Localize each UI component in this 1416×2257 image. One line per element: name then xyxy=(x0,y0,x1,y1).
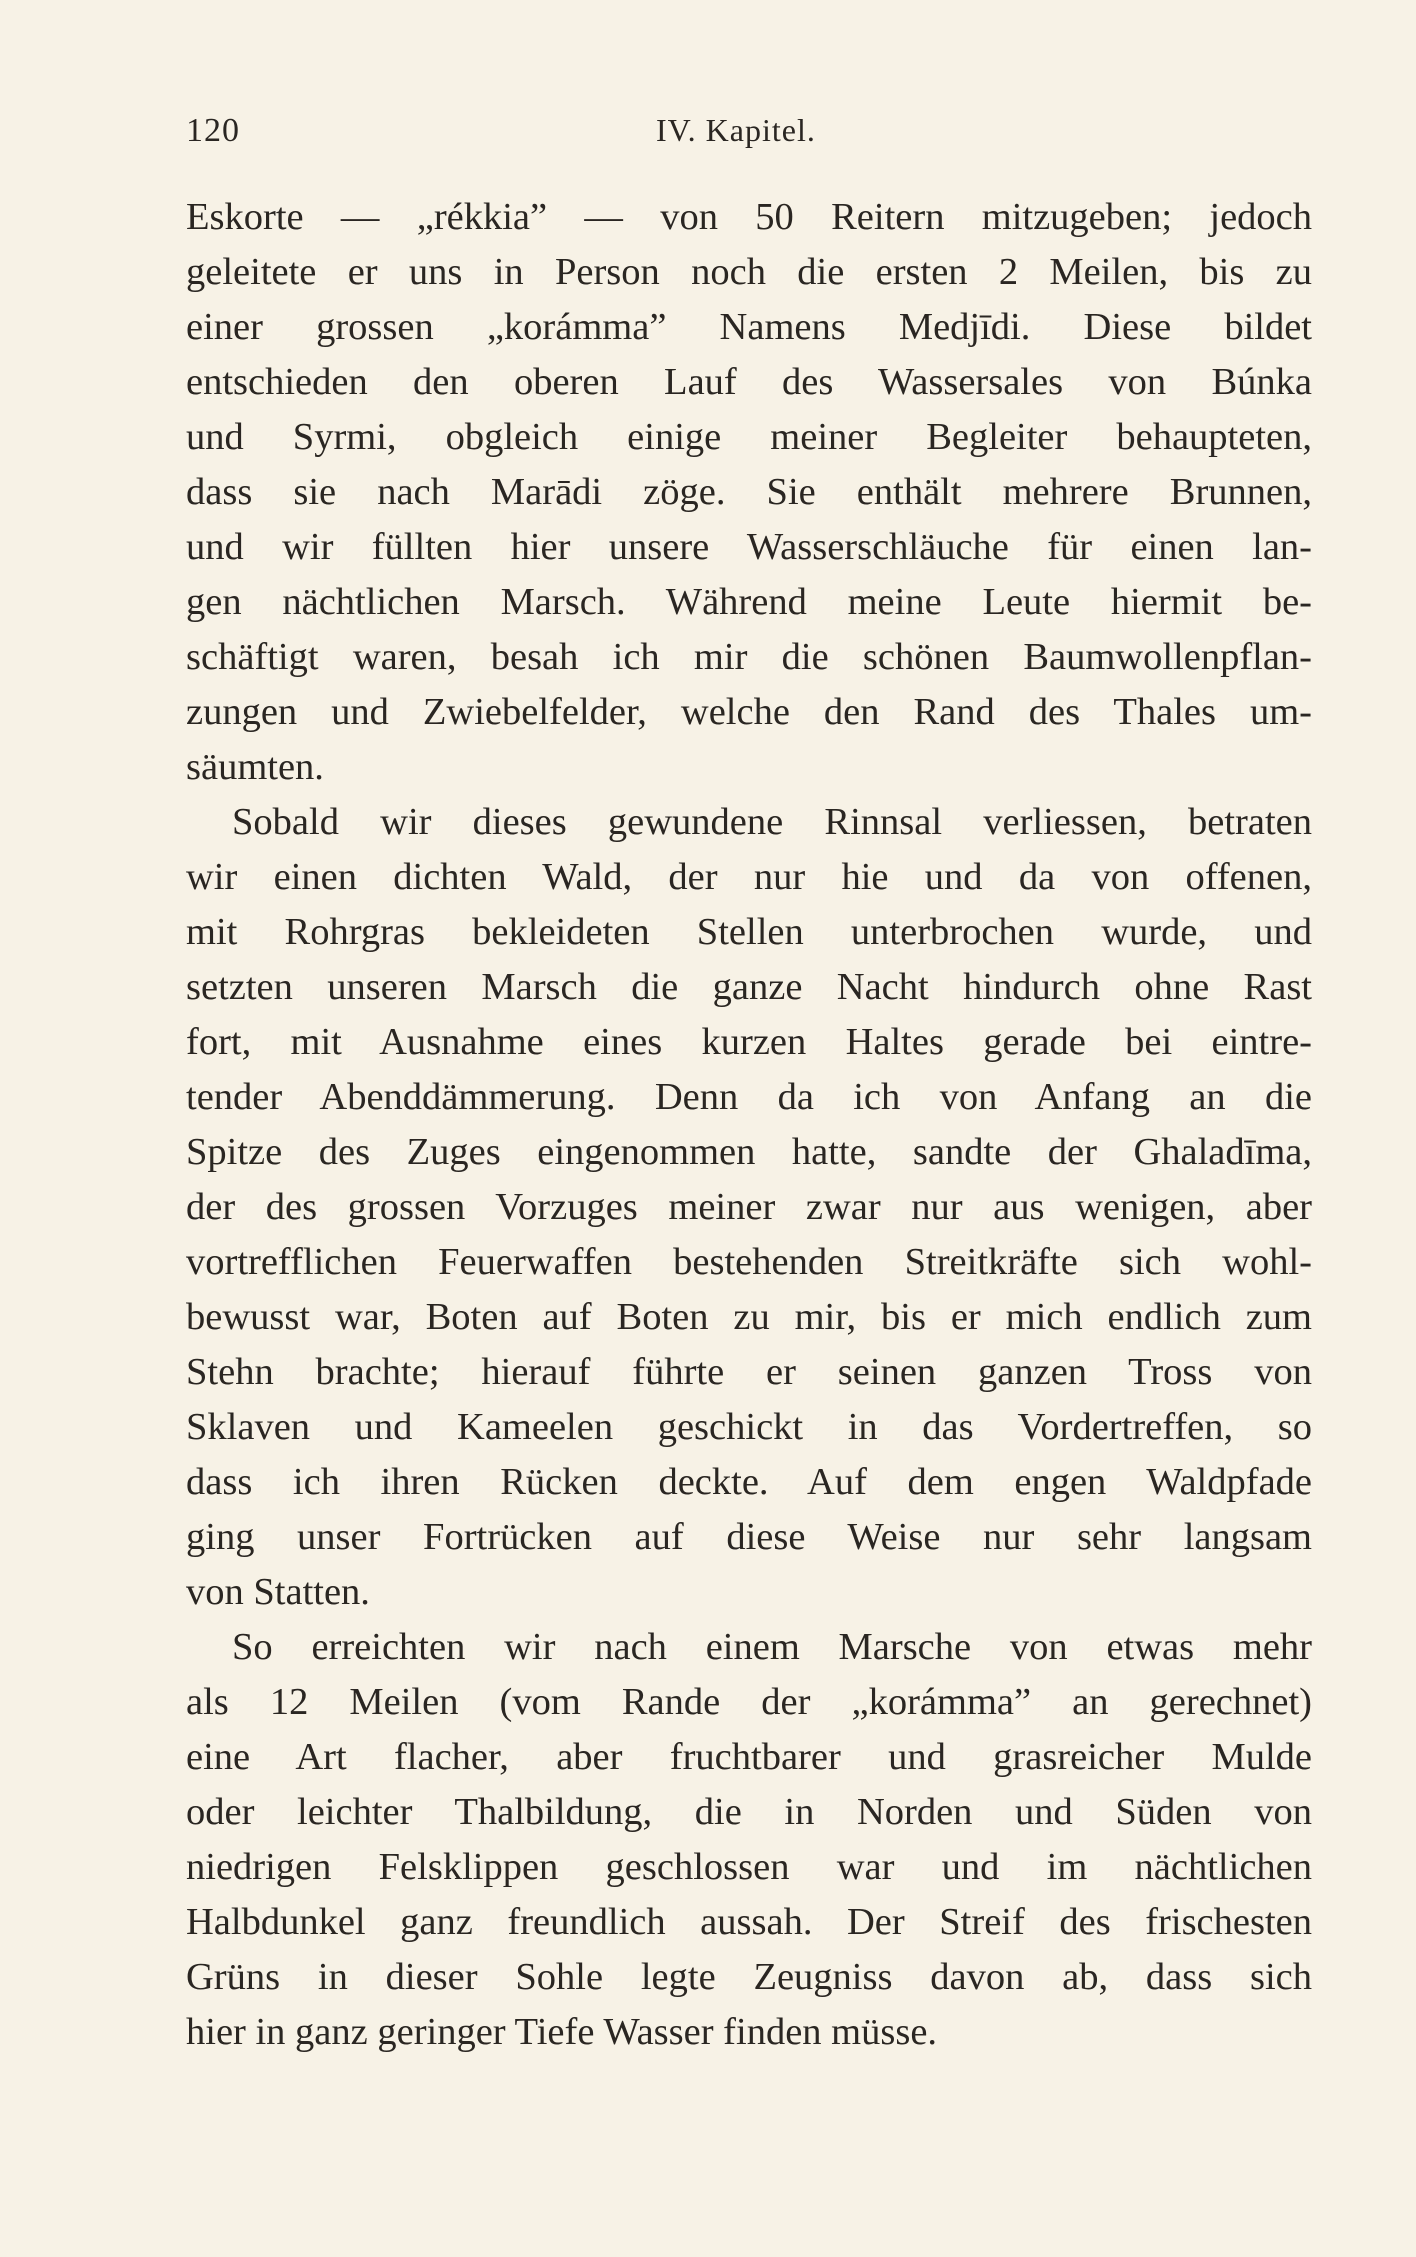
text-line: Stehn brachte; hierauf führte er seinen ganzen Tross von xyxy=(186,1351,1312,1393)
text-line: säumten. xyxy=(186,746,324,788)
text-line: gen nächtlichen Marsch. Während meine Leute hiermit be- xyxy=(186,581,1312,623)
text-line: ging unser Fortrücken auf diese Weise nur sehr langsam xyxy=(186,1516,1312,1558)
text-line: vortrefflichen Feuerwaffen bestehenden Streitkräfte sich wohl- xyxy=(186,1241,1312,1283)
text-line: eine Art flacher, aber fruchtbarer und grasreicher Mulde xyxy=(186,1736,1312,1778)
body-text xyxy=(186,190,1312,2060)
page-number: 120 xyxy=(186,112,240,149)
text-line: mit Rohrgras bekleideten Stellen unterbrochen wurde, und xyxy=(186,911,1312,953)
text-line: hier in ganz geringer Tiefe Wasser finden müsse. xyxy=(186,2011,938,2053)
text-line: Halbdunkel ganz freundlich aussah. Der Streif des frischesten xyxy=(186,1901,1312,1943)
text-line: entschieden den oberen Lauf des Wassersales von Búnka xyxy=(186,361,1312,403)
text-line: Sklaven und Kameelen geschickt in das Vordertreffen, so xyxy=(186,1406,1312,1448)
text-line: Grüns in dieser Sohle legte Zeugniss davon ab, dass sich xyxy=(186,1956,1312,1998)
page-header xyxy=(186,112,1312,162)
text-line: Sobald wir dieses gewundene Rinnsal verliessen, betraten xyxy=(232,801,1312,843)
paragraph-3 xyxy=(186,1620,1312,2060)
text-line: und wir füllten hier unsere Wasserschläuche für einen lan- xyxy=(186,526,1312,568)
text-line: wir einen dichten Wald, der nur hie und da von offenen, xyxy=(186,856,1312,898)
paragraph-1 xyxy=(186,190,1312,795)
text-line: fort, mit Ausnahme eines kurzen Haltes gerade bei eintre- xyxy=(186,1021,1312,1063)
text-line: oder leichter Thalbildung, die in Norden und Süden von xyxy=(186,1791,1312,1833)
text-line: Spitze des Zuges eingenommen hatte, sandte der Ghaladīma, xyxy=(186,1131,1312,1173)
text-line: So erreichten wir nach einem Marsche von etwas mehr xyxy=(232,1626,1312,1668)
text-line: und Syrmi, obgleich einige meiner Begleiter behaupteten, xyxy=(186,416,1312,458)
text-line: dass sie nach Marādi zöge. Sie enthält mehrere Brunnen, xyxy=(186,471,1312,513)
text-line: von Statten. xyxy=(186,1571,370,1613)
text-line: schäftigt waren, besah ich mir die schönen Baumwollenpflan- xyxy=(186,636,1312,678)
text-line: bewusst war, Boten auf Boten zu mir, bis er mich endlich zum xyxy=(186,1296,1312,1338)
text-line: setzten unseren Marsch die ganze Nacht hindurch ohne Rast xyxy=(186,966,1312,1008)
running-head: IV. Kapitel. xyxy=(656,112,816,148)
text-line: der des grossen Vorzuges meiner zwar nur aus wenigen, aber xyxy=(186,1186,1312,1228)
text-line: geleitete er uns in Person noch die ersten 2 Meilen, bis zu xyxy=(186,251,1312,293)
text-line: dass ich ihren Rücken deckte. Auf dem engen Waldpfade xyxy=(186,1461,1312,1503)
text-line: niedrigen Felsklippen geschlossen war und im nächtlichen xyxy=(186,1846,1312,1888)
text-line: Eskorte — „rékkia” — von 50 Reitern mitzugeben; jedoch xyxy=(186,196,1312,238)
paragraph-2 xyxy=(186,795,1312,1620)
text-line: tender Abenddämmerung. Denn da ich von Anfang an die xyxy=(186,1076,1312,1118)
text-line: als 12 Meilen (vom Rande der „korámma” an gerechnet) xyxy=(186,1681,1312,1723)
text-line: einer grossen „korámma” Namens Medjīdi. Diese bildet xyxy=(186,306,1312,348)
text-line: zungen und Zwiebelfelder, welche den Rand des Thales um- xyxy=(186,691,1312,733)
